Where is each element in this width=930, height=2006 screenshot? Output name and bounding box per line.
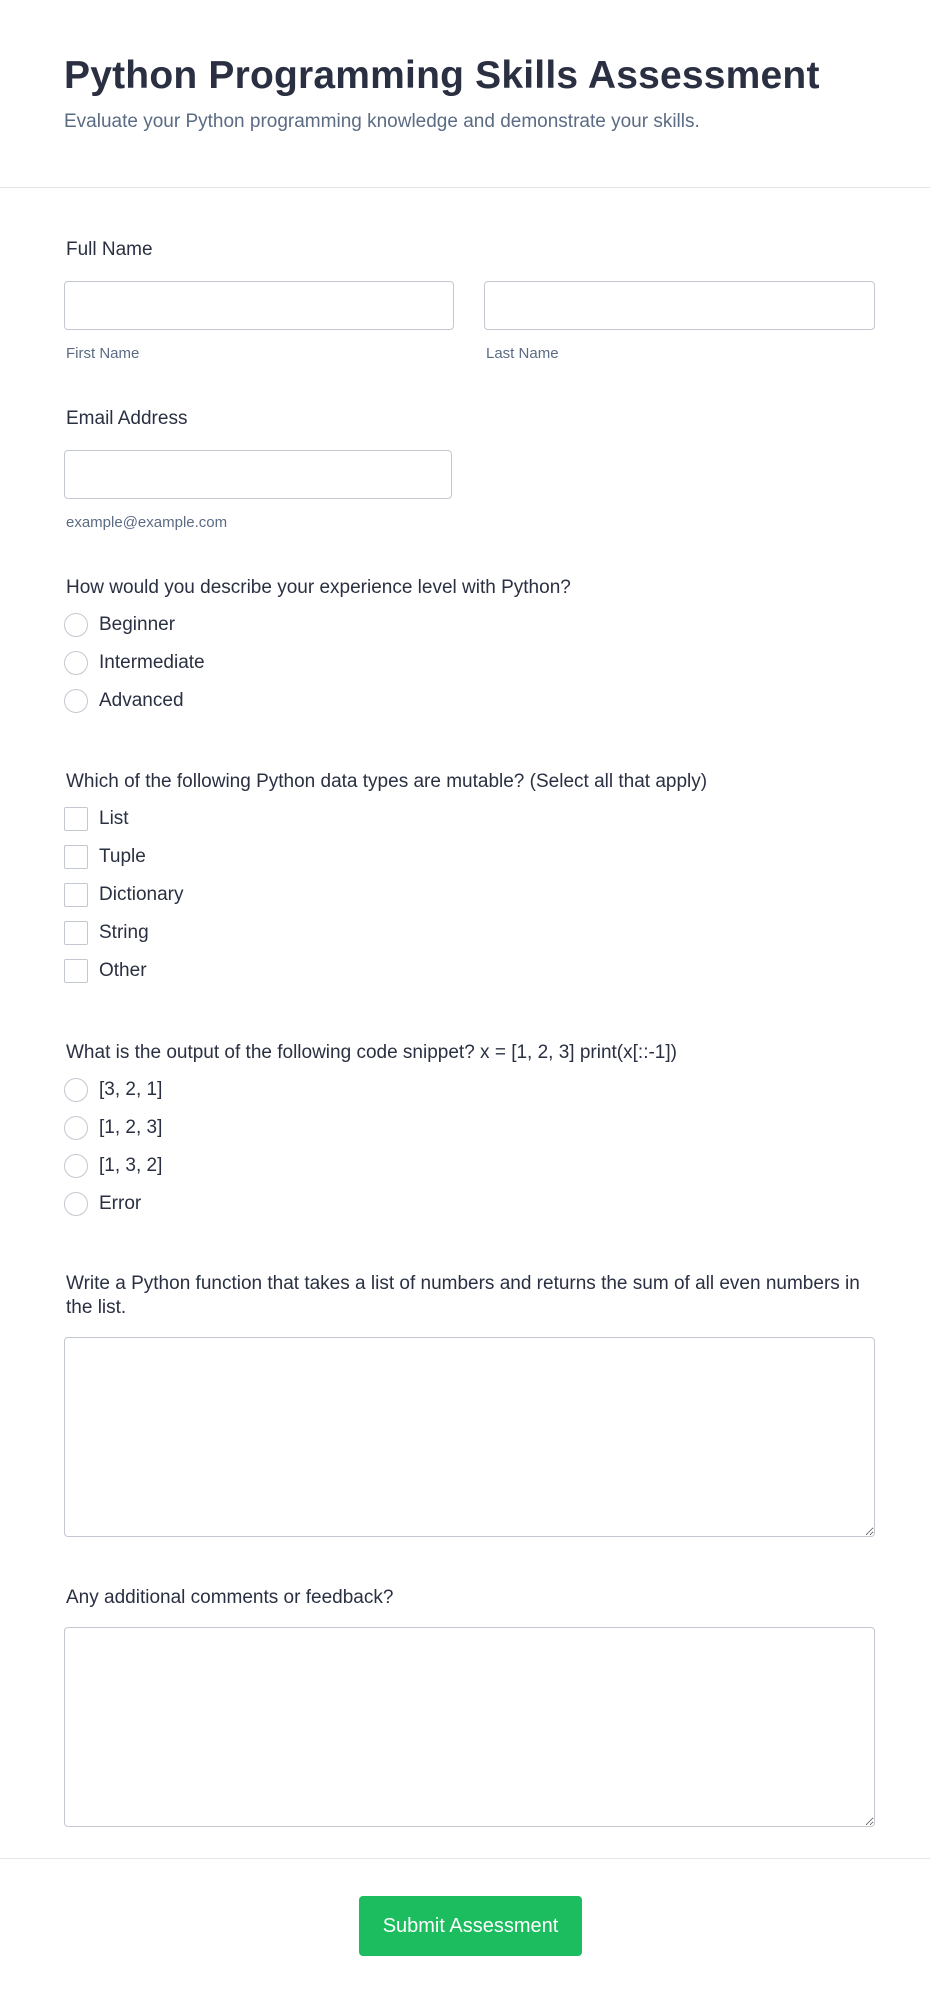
code-option-4[interactable]: [64, 1185, 866, 1223]
experience-question: [64, 576, 866, 720]
code-option-2[interactable]: [64, 1109, 866, 1147]
code-output-question-label: What is the output of the following code snippet? x = [1, 2, 3] print(x[::-1]): [66, 1042, 677, 1063]
first-name-sublabel: First Name: [66, 345, 140, 362]
experience-option-beginner[interactable]: [64, 606, 866, 644]
mutable-types-question: [64, 770, 866, 990]
option-label: [3, 2, 1]: [99, 1079, 163, 1100]
option-label: List: [99, 808, 129, 829]
mutable-types-question-label: Which of the following Python data types are mutable? (Select all that apply): [66, 771, 708, 792]
page-subtitle: Evaluate your Python programming knowledge and demonstrate your skills.: [64, 111, 700, 132]
mutable-option-other[interactable]: [64, 952, 866, 990]
comments-textarea[interactable]: [64, 1627, 875, 1827]
checkbox[interactable]: [64, 921, 88, 945]
option-label: String: [99, 922, 149, 943]
experience-options: [64, 606, 866, 720]
experience-option-intermediate[interactable]: [64, 644, 866, 682]
code-output-question: [64, 1041, 866, 1223]
radio-button[interactable]: [64, 1154, 88, 1178]
mutable-option-list[interactable]: [64, 800, 866, 838]
radio-button[interactable]: [64, 613, 88, 637]
code-output-options: [64, 1071, 866, 1223]
full-name-field: [64, 238, 866, 364]
full-name-label: Full Name: [66, 239, 153, 260]
mutable-types-options: [64, 800, 866, 990]
function-answer-textarea[interactable]: [64, 1337, 875, 1537]
email-input[interactable]: [64, 450, 452, 499]
option-label: Other: [99, 960, 147, 981]
email-field: [64, 407, 866, 533]
email-sublabel: example@example.com: [66, 514, 228, 531]
function-answer-question: [64, 1272, 866, 1537]
experience-option-advanced[interactable]: [64, 682, 866, 720]
comments-question-label: Any additional comments or feedback?: [66, 1587, 394, 1608]
option-label: Advanced: [99, 690, 184, 711]
form-header: [0, 0, 930, 188]
radio-button[interactable]: [64, 1078, 88, 1102]
radio-button[interactable]: [64, 689, 88, 713]
option-label: Intermediate: [99, 652, 205, 673]
checkbox[interactable]: [64, 845, 88, 869]
last-name-sublabel: Last Name: [486, 345, 559, 362]
radio-button[interactable]: [64, 1192, 88, 1216]
function-answer-question-label: Write a Python function that takes a list of numbers and returns the sum of all even numbers in the list.: [66, 1273, 860, 1318]
mutable-option-string[interactable]: [64, 914, 866, 952]
page-title: Python Programming Skills Assessment: [64, 54, 820, 97]
code-option-1[interactable]: [64, 1071, 866, 1109]
first-name-input[interactable]: [64, 281, 454, 330]
option-label: Beginner: [99, 614, 176, 635]
experience-question-label: How would you describe your experience level with Python?: [66, 577, 571, 598]
option-label: Error: [99, 1193, 142, 1214]
footer-divider: [0, 1858, 930, 1859]
last-name-input[interactable]: [484, 281, 875, 330]
radio-button[interactable]: [64, 1116, 88, 1140]
mutable-option-dictionary[interactable]: [64, 876, 866, 914]
option-label: [1, 3, 2]: [99, 1155, 163, 1176]
radio-button[interactable]: [64, 651, 88, 675]
checkbox[interactable]: [64, 883, 88, 907]
comments-question: [64, 1586, 866, 1827]
option-label: Dictionary: [99, 884, 184, 905]
checkbox[interactable]: [64, 807, 88, 831]
code-option-3[interactable]: [64, 1147, 866, 1185]
checkbox[interactable]: [64, 959, 88, 983]
mutable-option-tuple[interactable]: [64, 838, 866, 876]
option-label: Tuple: [99, 846, 146, 867]
option-label: [1, 2, 3]: [99, 1117, 163, 1138]
submit-assessment-button[interactable]: Submit Assessment: [359, 1896, 582, 1956]
email-label: Email Address: [66, 408, 188, 429]
